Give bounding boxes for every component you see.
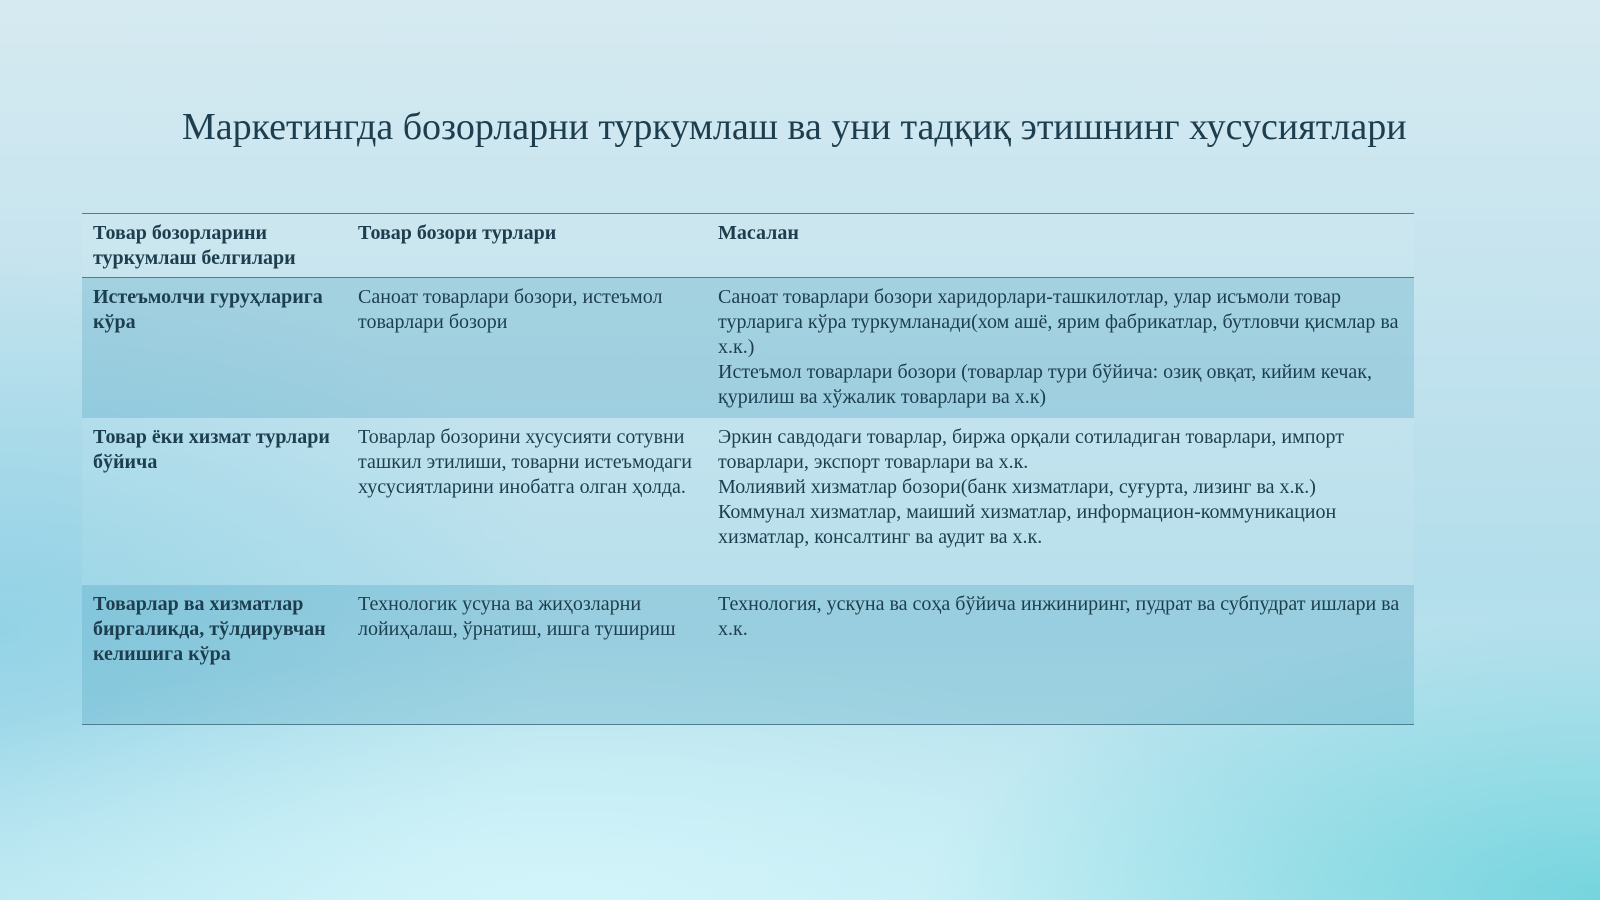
cell-examples: Саноат товарлари бозори харидорлари-ташкилотлар, улар исъмоли товар турларига кўра туркумланади(хом ашё, ярим фабрикатлар, бутловчи қисмлар ва х.к.) Истеъмол товарлари бозори (товарлар тури бўйича: озиқ овқат, кийим кечак, қурилиш ва хўжалик товарлари ва х.к) [707,278,1414,419]
cell-market-types: Товарлар бозорини хусусияти сотувни ташкил этилиши, товарни истеъмодаги хусусиятларини инобатга олган ҳолда. [347,418,707,585]
header-market-types: Товар бозори турлари [347,214,707,278]
cell-examples: Технология, ускуна ва соҳа бўйича инжиниринг, пудрат ва субпудрат ишлари ва х.к. [707,585,1414,725]
table-row [82,585,1414,725]
slide-title: Маркетингда бозорларни туркумлаш ва уни тадқиқ этишнинг хусусиятлари [182,106,1407,148]
table-header-row [82,214,1414,278]
header-examples: Масалан [707,214,1414,278]
cell-examples: Эркин савдодаги товарлар, биржа орқали сотиладиган товарлари, импорт товарлари, экспорт товарлари ва х.к. Молиявий хизматлар бозори(банк хизматлари, суғурта, лизинг ва х.к.) Коммунал хизматлар, маиший хизматлар, информацион-коммуникацион хизматлар, консалтинг ва аудит ва х.к. [707,418,1414,585]
cell-criteria: Товарлар ва хизматлар биргаликда, тўлдирувчан келишига кўра [82,585,347,725]
table-row [82,418,1414,585]
cell-market-types: Технологик усуна ва жиҳозларни лойиҳалаш, ўрнатиш, ишга тушириш [347,585,707,725]
cell-market-types: Саноат товарлари бозори, истеъмол товарлари бозори [347,278,707,419]
table-row [82,278,1414,419]
market-segmentation-table [82,213,1414,725]
cell-criteria: Товар ёки хизмат турлари бўйича [82,418,347,585]
cell-criteria: Истеъмолчи гуруҳларига кўра [82,278,347,419]
header-criteria: Товар бозорларини туркумлаш белгилари [82,214,347,278]
